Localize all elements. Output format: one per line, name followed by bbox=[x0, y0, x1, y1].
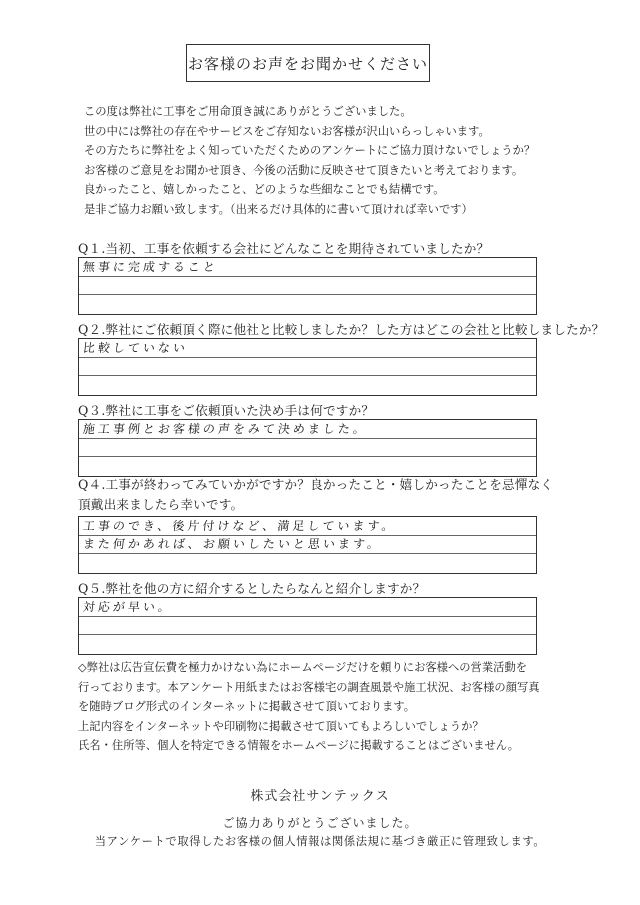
notice-line: ◇弊社は広告宣伝費を極力かけない為にホームページだけを頼りにお客様への営業活動を bbox=[78, 661, 528, 674]
notice-line: 氏名・住所等、個人を特定できる情報をホームページに掲載することはございません。 bbox=[78, 739, 520, 753]
answer-row bbox=[79, 277, 536, 296]
notice-line: 上記内容をインターネットや印刷物に掲載させて頂いてもよろしいでしょうか？ bbox=[78, 719, 484, 733]
notice-line: を随時ブログ形式のインターネットに掲載させて頂いております。 bbox=[78, 700, 415, 714]
answer-row bbox=[79, 598, 536, 617]
question-4: Q４.工事が終わってみていかがですか？良かったこと・嬉しかったことを忌憚なく頂戴出来ましたら幸いです。 bbox=[78, 477, 554, 512]
publication-notice bbox=[78, 658, 578, 756]
question-3: Q３.弊社に工事をご依頼頂いた決め手は何ですか？ bbox=[78, 403, 375, 418]
handwritten-answer: 工事のでき、後片付けなど、満足しています。 bbox=[82, 518, 398, 533]
answer-row bbox=[79, 376, 536, 395]
question-1: Q１.当初、工事を依頼する会社にどんなことを期待されていましたか？ bbox=[78, 241, 490, 256]
intro-line: 良かったこと、嬉しかったこと、どのような些細なことでも結構です。 bbox=[84, 183, 445, 197]
handwritten-answer: 施工事例とお客様の声をみて決めました。 bbox=[82, 421, 369, 436]
answer-row bbox=[79, 295, 536, 314]
answer-row bbox=[79, 617, 536, 636]
notice-line: 行っております。本アンケート用紙またはお客様宅の調査風景や施工状況、お客様の顔写真 bbox=[78, 680, 540, 694]
handwritten-answer: 対応が早い。 bbox=[82, 599, 174, 614]
handwritten-answer: また何かあれば、お願いしたいと思います。 bbox=[82, 537, 383, 551]
answer-row bbox=[79, 258, 536, 277]
handwritten-answer: 無事に完成すること bbox=[82, 259, 219, 274]
answer-row bbox=[79, 358, 536, 377]
answer-row bbox=[79, 635, 536, 654]
intro-line: 是非ご協力お願い致します。（出来るだけ具体的に書いて頂ければ幸いです） bbox=[84, 202, 473, 216]
intro-text bbox=[84, 102, 584, 220]
privacy-notice: 当アンケートで取得したお客様の個人情報は関係法規に基づき厳正に管理致します。 bbox=[94, 835, 546, 848]
question-5: Q５.弊社を他の方に紹介するとしたらなんと紹介しますか？ bbox=[78, 581, 426, 596]
intro-line: この度は弊社に工事をご用命頂き誠にありがとうございました。 bbox=[84, 105, 412, 118]
question-2: Q２.弊社にご依頼頂く際に他社と比較しましたか？した方はどこの会社と比較しましたか？ bbox=[78, 322, 605, 337]
thanks-text: ご協力ありがとうございました。 bbox=[222, 816, 418, 830]
answer-box-1 bbox=[78, 257, 537, 315]
answer-row bbox=[79, 457, 536, 476]
intro-line: 世の中には弊社の存在やサービスをご存知ないお客様が沢山いらっしゃいます。 bbox=[84, 124, 490, 138]
answer-box-4 bbox=[78, 516, 537, 574]
company-name: 株式会社サンテックス bbox=[250, 789, 390, 804]
answer-row bbox=[79, 536, 536, 555]
answer-row bbox=[79, 554, 536, 573]
answer-box-3 bbox=[78, 419, 537, 477]
answer-row bbox=[79, 420, 536, 439]
answer-box-5 bbox=[78, 597, 537, 655]
answer-box-2 bbox=[78, 338, 537, 396]
page-title: お客様のお声をお聞かせください bbox=[186, 44, 430, 82]
answer-row bbox=[79, 439, 536, 458]
answer-row bbox=[79, 517, 536, 536]
handwritten-answer: 比較していない bbox=[82, 340, 189, 355]
intro-line: お客様のご意見をお聞かせ頂き、今後の活動に反映させて頂きたいと考えております。 bbox=[84, 163, 524, 177]
intro-line: その方たちに弊社をよく知っていただくためのアンケートにご協力頂けないでしょうか？ bbox=[84, 144, 536, 158]
answer-row bbox=[79, 339, 536, 358]
